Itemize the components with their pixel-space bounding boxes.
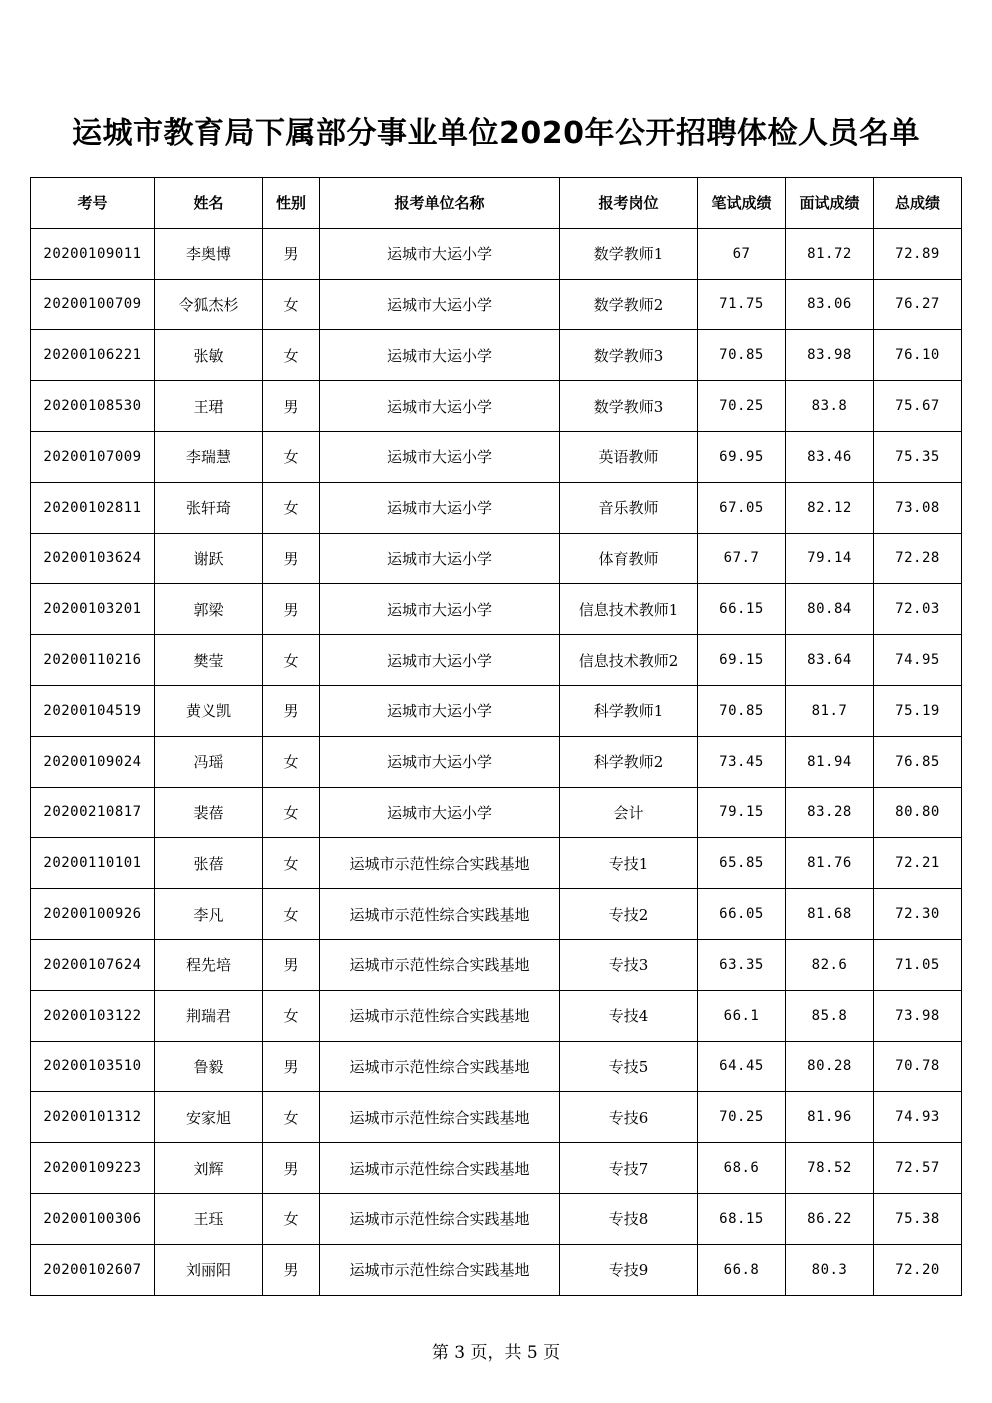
cell-interview-score: 81.7	[786, 685, 874, 736]
cell-total-score: 76.85	[874, 736, 962, 787]
table-row	[31, 533, 962, 584]
cell-exam-id: 20200109011	[31, 228, 155, 279]
cell-gender: 女	[263, 1092, 320, 1143]
cell-position: 音乐教师	[560, 482, 698, 533]
cell-written-score: 69.15	[698, 635, 786, 686]
cell-position: 专技9	[560, 1244, 698, 1295]
column-header-name: 姓名	[155, 178, 263, 229]
table-row	[31, 1244, 962, 1295]
cell-position: 科学教师1	[560, 685, 698, 736]
cell-name: 黄义凯	[155, 685, 263, 736]
column-header-exam-id: 考号	[31, 178, 155, 229]
cell-position: 专技5	[560, 1041, 698, 1092]
cell-position: 专技3	[560, 939, 698, 990]
cell-interview-score: 80.28	[786, 1041, 874, 1092]
cell-gender: 女	[263, 482, 320, 533]
cell-position: 数学教师1	[560, 228, 698, 279]
cell-written-score: 68.6	[698, 1143, 786, 1194]
cell-interview-score: 83.8	[786, 381, 874, 432]
cell-name: 李奥博	[155, 228, 263, 279]
cell-written-score: 69.95	[698, 431, 786, 482]
cell-unit: 运城市示范性综合实践基地	[320, 1193, 560, 1244]
cell-total-score: 75.19	[874, 685, 962, 736]
cell-position: 专技2	[560, 889, 698, 940]
table-row	[31, 889, 962, 940]
cell-gender: 女	[263, 838, 320, 889]
cell-unit: 运城市示范性综合实践基地	[320, 889, 560, 940]
cell-unit: 运城市大运小学	[320, 584, 560, 635]
cell-interview-score: 85.8	[786, 990, 874, 1041]
cell-total-score: 72.03	[874, 584, 962, 635]
table-row	[31, 990, 962, 1041]
cell-interview-score: 81.94	[786, 736, 874, 787]
cell-exam-id: 20200102607	[31, 1244, 155, 1295]
cell-gender: 女	[263, 1193, 320, 1244]
cell-interview-score: 83.98	[786, 330, 874, 381]
cell-interview-score: 83.46	[786, 431, 874, 482]
cell-exam-id: 20200103201	[31, 584, 155, 635]
cell-name: 王珏	[155, 1193, 263, 1244]
cell-interview-score: 81.96	[786, 1092, 874, 1143]
cell-exam-id: 20200107009	[31, 431, 155, 482]
cell-total-score: 71.05	[874, 939, 962, 990]
cell-interview-score: 78.52	[786, 1143, 874, 1194]
cell-interview-score: 80.3	[786, 1244, 874, 1295]
cell-total-score: 76.27	[874, 279, 962, 330]
cell-total-score: 72.57	[874, 1143, 962, 1194]
cell-interview-score: 81.72	[786, 228, 874, 279]
cell-gender: 女	[263, 635, 320, 686]
cell-unit: 运城市示范性综合实践基地	[320, 1092, 560, 1143]
cell-total-score: 70.78	[874, 1041, 962, 1092]
cell-written-score: 67	[698, 228, 786, 279]
cell-written-score: 70.85	[698, 330, 786, 381]
cell-name: 张敏	[155, 330, 263, 381]
cell-interview-score: 81.68	[786, 889, 874, 940]
cell-name: 王珺	[155, 381, 263, 432]
cell-written-score: 64.45	[698, 1041, 786, 1092]
cell-unit: 运城市大运小学	[320, 787, 560, 838]
cell-unit: 运城市大运小学	[320, 330, 560, 381]
cell-exam-id: 20200103624	[31, 533, 155, 584]
cell-name: 李凡	[155, 889, 263, 940]
cell-interview-score: 81.76	[786, 838, 874, 889]
cell-unit: 运城市大运小学	[320, 482, 560, 533]
cell-position: 专技1	[560, 838, 698, 889]
cell-unit: 运城市大运小学	[320, 635, 560, 686]
cell-written-score: 65.85	[698, 838, 786, 889]
cell-written-score: 66.1	[698, 990, 786, 1041]
cell-exam-id: 20200100709	[31, 279, 155, 330]
cell-exam-id: 20200107624	[31, 939, 155, 990]
cell-exam-id: 20200110101	[31, 838, 155, 889]
cell-interview-score: 79.14	[786, 533, 874, 584]
cell-total-score: 74.95	[874, 635, 962, 686]
cell-unit: 运城市大运小学	[320, 533, 560, 584]
cell-total-score: 76.10	[874, 330, 962, 381]
cell-exam-id: 20200109223	[31, 1143, 155, 1194]
cell-position: 体育教师	[560, 533, 698, 584]
table-row	[31, 1092, 962, 1143]
cell-name: 刘辉	[155, 1143, 263, 1194]
cell-written-score: 66.15	[698, 584, 786, 635]
cell-gender: 男	[263, 533, 320, 584]
cell-position: 英语教师	[560, 431, 698, 482]
cell-written-score: 70.85	[698, 685, 786, 736]
cell-total-score: 73.98	[874, 990, 962, 1041]
table-row	[31, 1143, 962, 1194]
cell-unit: 运城市示范性综合实践基地	[320, 939, 560, 990]
table-header-row	[31, 178, 962, 229]
cell-position: 信息技术教师2	[560, 635, 698, 686]
cell-name: 安家旭	[155, 1092, 263, 1143]
cell-written-score: 66.05	[698, 889, 786, 940]
table-row	[31, 228, 962, 279]
cell-gender: 女	[263, 990, 320, 1041]
cell-gender: 女	[263, 889, 320, 940]
cell-total-score: 72.21	[874, 838, 962, 889]
cell-total-score: 73.08	[874, 482, 962, 533]
cell-unit: 运城市示范性综合实践基地	[320, 838, 560, 889]
cell-gender: 男	[263, 584, 320, 635]
cell-gender: 男	[263, 1041, 320, 1092]
cell-name: 谢跃	[155, 533, 263, 584]
cell-unit: 运城市示范性综合实践基地	[320, 990, 560, 1041]
column-header-position: 报考岗位	[560, 178, 698, 229]
cell-gender: 女	[263, 330, 320, 381]
cell-total-score: 75.35	[874, 431, 962, 482]
cell-gender: 男	[263, 1143, 320, 1194]
cell-total-score: 75.38	[874, 1193, 962, 1244]
cell-position: 专技6	[560, 1092, 698, 1143]
cell-written-score: 67.05	[698, 482, 786, 533]
cell-total-score: 72.20	[874, 1244, 962, 1295]
table-row	[31, 736, 962, 787]
cell-total-score: 72.30	[874, 889, 962, 940]
table-row	[31, 1041, 962, 1092]
cell-position: 数学教师3	[560, 330, 698, 381]
cell-position: 数学教师2	[560, 279, 698, 330]
table-row	[31, 330, 962, 381]
cell-name: 程先培	[155, 939, 263, 990]
cell-position: 专技8	[560, 1193, 698, 1244]
cell-unit: 运城市大运小学	[320, 431, 560, 482]
cell-exam-id: 20200101312	[31, 1092, 155, 1143]
column-header-interview-score: 面试成绩	[786, 178, 874, 229]
candidate-table	[30, 177, 962, 1296]
cell-position: 专技7	[560, 1143, 698, 1194]
cell-interview-score: 82.6	[786, 939, 874, 990]
cell-total-score: 72.28	[874, 533, 962, 584]
cell-exam-id: 20200210817	[31, 787, 155, 838]
cell-unit: 运城市大运小学	[320, 228, 560, 279]
cell-interview-score: 86.22	[786, 1193, 874, 1244]
cell-exam-id: 20200102811	[31, 482, 155, 533]
cell-unit: 运城市大运小学	[320, 736, 560, 787]
cell-name: 张蓓	[155, 838, 263, 889]
cell-gender: 女	[263, 431, 320, 482]
cell-name: 张轩琦	[155, 482, 263, 533]
cell-written-score: 70.25	[698, 381, 786, 432]
cell-unit: 运城市大运小学	[320, 381, 560, 432]
page-number: 第 3 页，共 5 页	[431, 1343, 561, 1363]
cell-name: 裴蓓	[155, 787, 263, 838]
table-row	[31, 1193, 962, 1244]
table-row	[31, 482, 962, 533]
cell-written-score: 73.45	[698, 736, 786, 787]
cell-exam-id: 20200110216	[31, 635, 155, 686]
cell-total-score: 80.80	[874, 787, 962, 838]
cell-interview-score: 83.64	[786, 635, 874, 686]
cell-gender: 男	[263, 1244, 320, 1295]
column-header-gender: 性别	[263, 178, 320, 229]
cell-gender: 女	[263, 787, 320, 838]
cell-name: 樊莹	[155, 635, 263, 686]
table-row	[31, 381, 962, 432]
table-row	[31, 584, 962, 635]
table-row	[31, 685, 962, 736]
cell-interview-score: 82.12	[786, 482, 874, 533]
cell-exam-id: 20200103122	[31, 990, 155, 1041]
table-row	[31, 787, 962, 838]
cell-written-score: 70.25	[698, 1092, 786, 1143]
cell-written-score: 79.15	[698, 787, 786, 838]
cell-name: 鲁毅	[155, 1041, 263, 1092]
table-row	[31, 939, 962, 990]
cell-exam-id: 20200109024	[31, 736, 155, 787]
cell-name: 刘丽阳	[155, 1244, 263, 1295]
cell-name: 郭梁	[155, 584, 263, 635]
cell-name: 荆瑞君	[155, 990, 263, 1041]
cell-name: 冯瑶	[155, 736, 263, 787]
cell-interview-score: 83.28	[786, 787, 874, 838]
cell-position: 科学教师2	[560, 736, 698, 787]
page-title: 运城市教育局下属部分事业单位2020年公开招聘体检人员名单	[72, 116, 920, 151]
column-header-written-score: 笔试成绩	[698, 178, 786, 229]
cell-gender: 男	[263, 381, 320, 432]
cell-written-score: 63.35	[698, 939, 786, 990]
table-body	[31, 228, 962, 1295]
table-row	[31, 838, 962, 889]
cell-exam-id: 20200100306	[31, 1193, 155, 1244]
cell-unit: 运城市大运小学	[320, 279, 560, 330]
cell-exam-id: 20200100926	[31, 889, 155, 940]
column-header-total-score: 总成绩	[874, 178, 962, 229]
cell-gender: 男	[263, 939, 320, 990]
cell-exam-id: 20200104519	[31, 685, 155, 736]
cell-unit: 运城市示范性综合实践基地	[320, 1041, 560, 1092]
cell-total-score: 74.93	[874, 1092, 962, 1143]
cell-written-score: 68.15	[698, 1193, 786, 1244]
cell-exam-id: 20200106221	[31, 330, 155, 381]
cell-exam-id: 20200108530	[31, 381, 155, 432]
cell-name: 令狐杰杉	[155, 279, 263, 330]
cell-name: 李瑞慧	[155, 431, 263, 482]
table-row	[31, 431, 962, 482]
cell-unit: 运城市示范性综合实践基地	[320, 1143, 560, 1194]
cell-position: 信息技术教师1	[560, 584, 698, 635]
cell-position: 数学教师3	[560, 381, 698, 432]
cell-position: 会计	[560, 787, 698, 838]
column-header-unit: 报考单位名称	[320, 178, 560, 229]
cell-unit: 运城市大运小学	[320, 685, 560, 736]
cell-exam-id: 20200103510	[31, 1041, 155, 1092]
cell-written-score: 71.75	[698, 279, 786, 330]
cell-gender: 女	[263, 279, 320, 330]
cell-written-score: 66.8	[698, 1244, 786, 1295]
cell-interview-score: 80.84	[786, 584, 874, 635]
table-row	[31, 635, 962, 686]
cell-interview-score: 83.06	[786, 279, 874, 330]
cell-gender: 男	[263, 228, 320, 279]
cell-gender: 男	[263, 685, 320, 736]
cell-written-score: 67.7	[698, 533, 786, 584]
table-row	[31, 279, 962, 330]
cell-gender: 女	[263, 736, 320, 787]
cell-total-score: 72.89	[874, 228, 962, 279]
cell-unit: 运城市示范性综合实践基地	[320, 1244, 560, 1295]
cell-total-score: 75.67	[874, 381, 962, 432]
cell-position: 专技4	[560, 990, 698, 1041]
